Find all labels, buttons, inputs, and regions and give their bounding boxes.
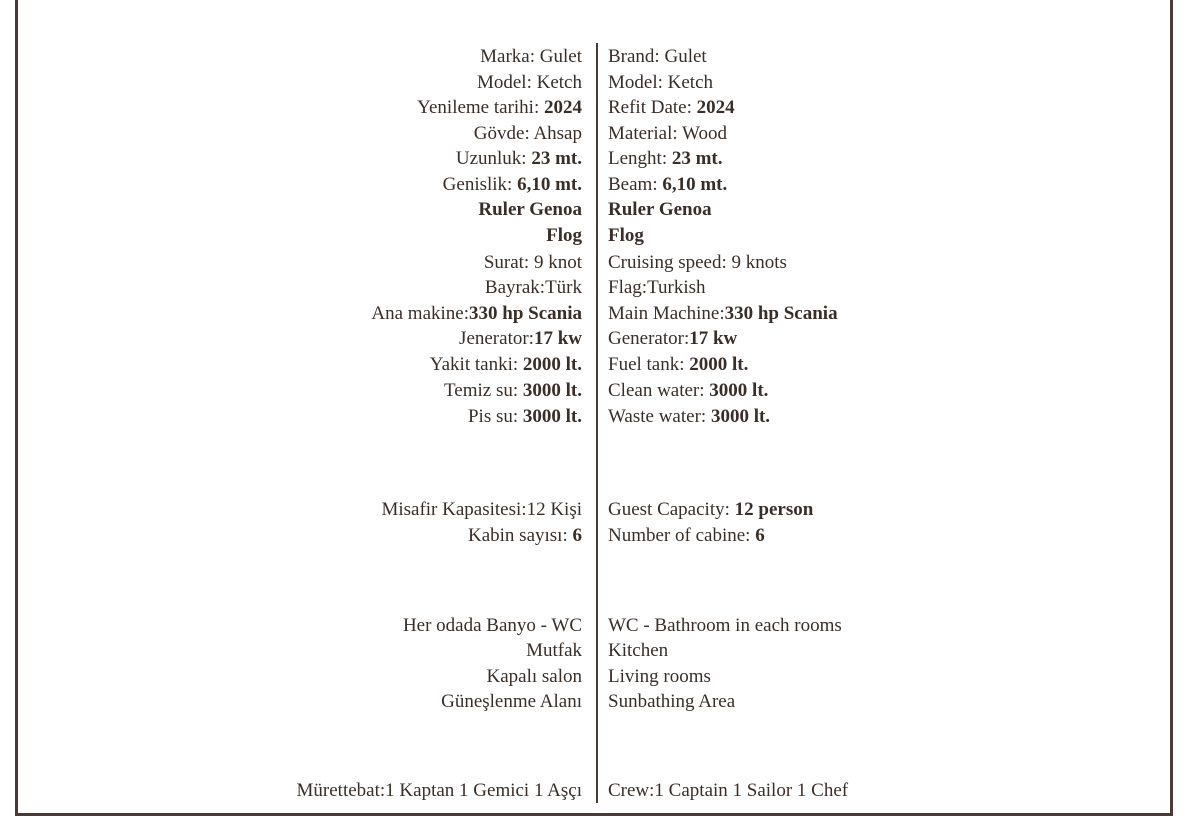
en-spec-value: Flog	[608, 225, 644, 246]
tr-spec-line	[22, 251, 582, 275]
tr-spec-line	[22, 353, 582, 377]
tr-spec-value: Türk	[545, 277, 582, 298]
tr-spec-label: Kapalı salon	[486, 666, 582, 687]
en-spec-line	[608, 779, 1168, 803]
tr-spec-label: Genislik:	[442, 174, 518, 195]
tr-spec-label: Ana makine:	[371, 303, 470, 324]
tr-spec-line	[22, 327, 582, 351]
en-spec-line	[608, 96, 1168, 120]
tr-spec-line	[22, 224, 582, 248]
en-spec-label: Refit Date:	[608, 97, 697, 118]
en-spec-label: Guest Capacity:	[608, 499, 735, 520]
en-spec-line	[608, 122, 1168, 146]
tr-spec-line	[22, 690, 582, 714]
tr-spec-value: 3000 lt.	[522, 406, 582, 427]
tr-spec-line	[22, 498, 582, 522]
en-spec-label: Waste water:	[608, 406, 711, 427]
en-spec-line	[608, 198, 1168, 222]
en-spec-value: 6,10 mt.	[662, 174, 728, 195]
tr-spec-line	[22, 665, 582, 689]
en-spec-line	[608, 639, 1168, 663]
en-spec-value: 17 kw	[689, 328, 738, 349]
tr-spec-line	[22, 779, 582, 803]
tr-spec-value: Flog	[546, 225, 582, 246]
en-spec-line	[608, 71, 1168, 95]
en-spec-line	[608, 276, 1168, 300]
en-spec-line	[608, 251, 1168, 275]
en-spec-line	[608, 405, 1168, 429]
en-spec-value: 12 person	[734, 499, 814, 520]
tr-spec-label: Jenerator:	[459, 328, 534, 349]
en-spec-label: Beam:	[608, 174, 663, 195]
en-spec-value: 6	[755, 525, 765, 546]
en-spec-line	[608, 302, 1168, 326]
en-spec-value: Ketch	[667, 72, 714, 93]
en-spec-label: Clean water:	[608, 380, 710, 401]
en-spec-line	[608, 379, 1168, 403]
tr-spec-line	[22, 173, 582, 197]
en-spec-line	[608, 614, 1168, 638]
en-spec-value: 330 hp Scania	[724, 303, 838, 324]
tr-spec-line	[22, 276, 582, 300]
tr-spec-line	[22, 379, 582, 403]
en-spec-label: WC - Bathroom in each rooms	[608, 615, 842, 636]
en-spec-line	[608, 498, 1168, 522]
tr-spec-value: Ruler Genoa	[478, 199, 582, 220]
tr-spec-label: Model:	[476, 72, 537, 93]
en-spec-line	[608, 690, 1168, 714]
en-spec-value: 2024	[696, 97, 735, 118]
en-spec-value: 3000 lt.	[710, 406, 771, 427]
tr-spec-value: Ketch	[536, 72, 582, 93]
en-spec-label: Brand:	[608, 46, 665, 67]
tr-spec-value: 6,10 mt.	[517, 174, 582, 195]
tr-spec-value: 23 mt.	[531, 148, 582, 169]
tr-spec-value: 2000 lt.	[522, 354, 582, 375]
tr-spec-label: Uzunluk:	[455, 148, 532, 169]
tr-spec-label: Her odada Banyo - WC	[402, 615, 582, 636]
tr-spec-value: 17 kw	[533, 328, 582, 349]
en-spec-label: Flag:	[608, 277, 648, 298]
column-divider	[596, 43, 598, 803]
en-spec-line	[608, 524, 1168, 548]
en-spec-label: Model:	[608, 72, 668, 93]
en-spec-label: Lenght:	[608, 148, 672, 169]
en-spec-label: Sunbathing Area	[608, 691, 736, 712]
tr-spec-line	[22, 302, 582, 326]
tr-spec-line	[22, 147, 582, 171]
tr-spec-value: 6	[572, 525, 582, 546]
en-spec-label: Cruising speed:	[608, 252, 732, 273]
tr-spec-line	[22, 71, 582, 95]
tr-spec-line	[22, 524, 582, 548]
tr-spec-line	[22, 198, 582, 222]
tr-spec-label: Mürettebat:1 Kaptan 1 Gemici 1 Aşçı	[296, 780, 582, 801]
tr-spec-label: Marka:	[480, 46, 540, 67]
en-spec-label: Living rooms	[608, 666, 711, 687]
tr-spec-line	[22, 405, 582, 429]
tr-spec-label: Surat:	[483, 252, 534, 273]
tr-spec-label: Yakit tanki:	[429, 354, 523, 375]
tr-spec-label: Temiz su:	[444, 380, 523, 401]
tr-spec-value: 330 hp Scania	[469, 303, 582, 324]
en-spec-line	[608, 665, 1168, 689]
tr-spec-label: Pis su:	[467, 406, 523, 427]
tr-spec-value: 3000 lt.	[522, 380, 582, 401]
tr-spec-label: Yenileme tarihi:	[417, 97, 544, 118]
en-spec-line	[608, 327, 1168, 351]
en-spec-line	[608, 353, 1168, 377]
tr-spec-value: Ahsap	[533, 123, 582, 144]
tr-spec-label: Misafir Kapasitesi:	[381, 499, 527, 520]
en-spec-value: 2000 lt.	[689, 354, 749, 375]
en-spec-value: 9 knots	[731, 252, 787, 273]
en-spec-label: Material:	[608, 123, 683, 144]
en-spec-value: 23 mt.	[671, 148, 723, 169]
tr-spec-label: Kabin sayısı:	[468, 525, 573, 546]
tr-spec-line	[22, 639, 582, 663]
tr-spec-line	[22, 614, 582, 638]
tr-spec-label: Güneşlenme Alanı	[441, 691, 582, 712]
en-spec-label: Crew:1 Captain 1 Sailor 1 Chef	[608, 780, 849, 801]
en-spec-label: Number of cabine:	[608, 525, 756, 546]
tr-spec-line	[22, 96, 582, 120]
en-spec-label: Kitchen	[608, 640, 669, 661]
en-spec-value: 3000 lt.	[709, 380, 769, 401]
en-spec-label: Generator:	[608, 328, 690, 349]
tr-spec-value: Gulet	[539, 46, 582, 67]
en-spec-line	[608, 173, 1168, 197]
tr-spec-value: 9 knot	[533, 252, 582, 273]
tr-spec-value: 12 Kişi	[526, 499, 582, 520]
en-spec-label: Fuel tank:	[608, 354, 690, 375]
en-spec-value: Turkish	[647, 277, 706, 298]
tr-spec-label: Mutfak	[526, 640, 582, 661]
en-spec-value: Wood	[682, 123, 727, 144]
tr-spec-line	[22, 122, 582, 146]
tr-spec-label: Bayrak:	[484, 277, 546, 298]
en-spec-line	[608, 147, 1168, 171]
tr-spec-label: Gövde:	[473, 123, 534, 144]
tr-spec-line	[22, 45, 582, 69]
en-spec-line	[608, 224, 1168, 248]
en-spec-value: Gulet	[664, 46, 707, 67]
tr-spec-value: 2024	[544, 97, 582, 118]
en-spec-label: Main Machine:	[608, 303, 725, 324]
en-spec-line	[608, 45, 1168, 69]
en-spec-value: Ruler Genoa	[608, 199, 712, 220]
